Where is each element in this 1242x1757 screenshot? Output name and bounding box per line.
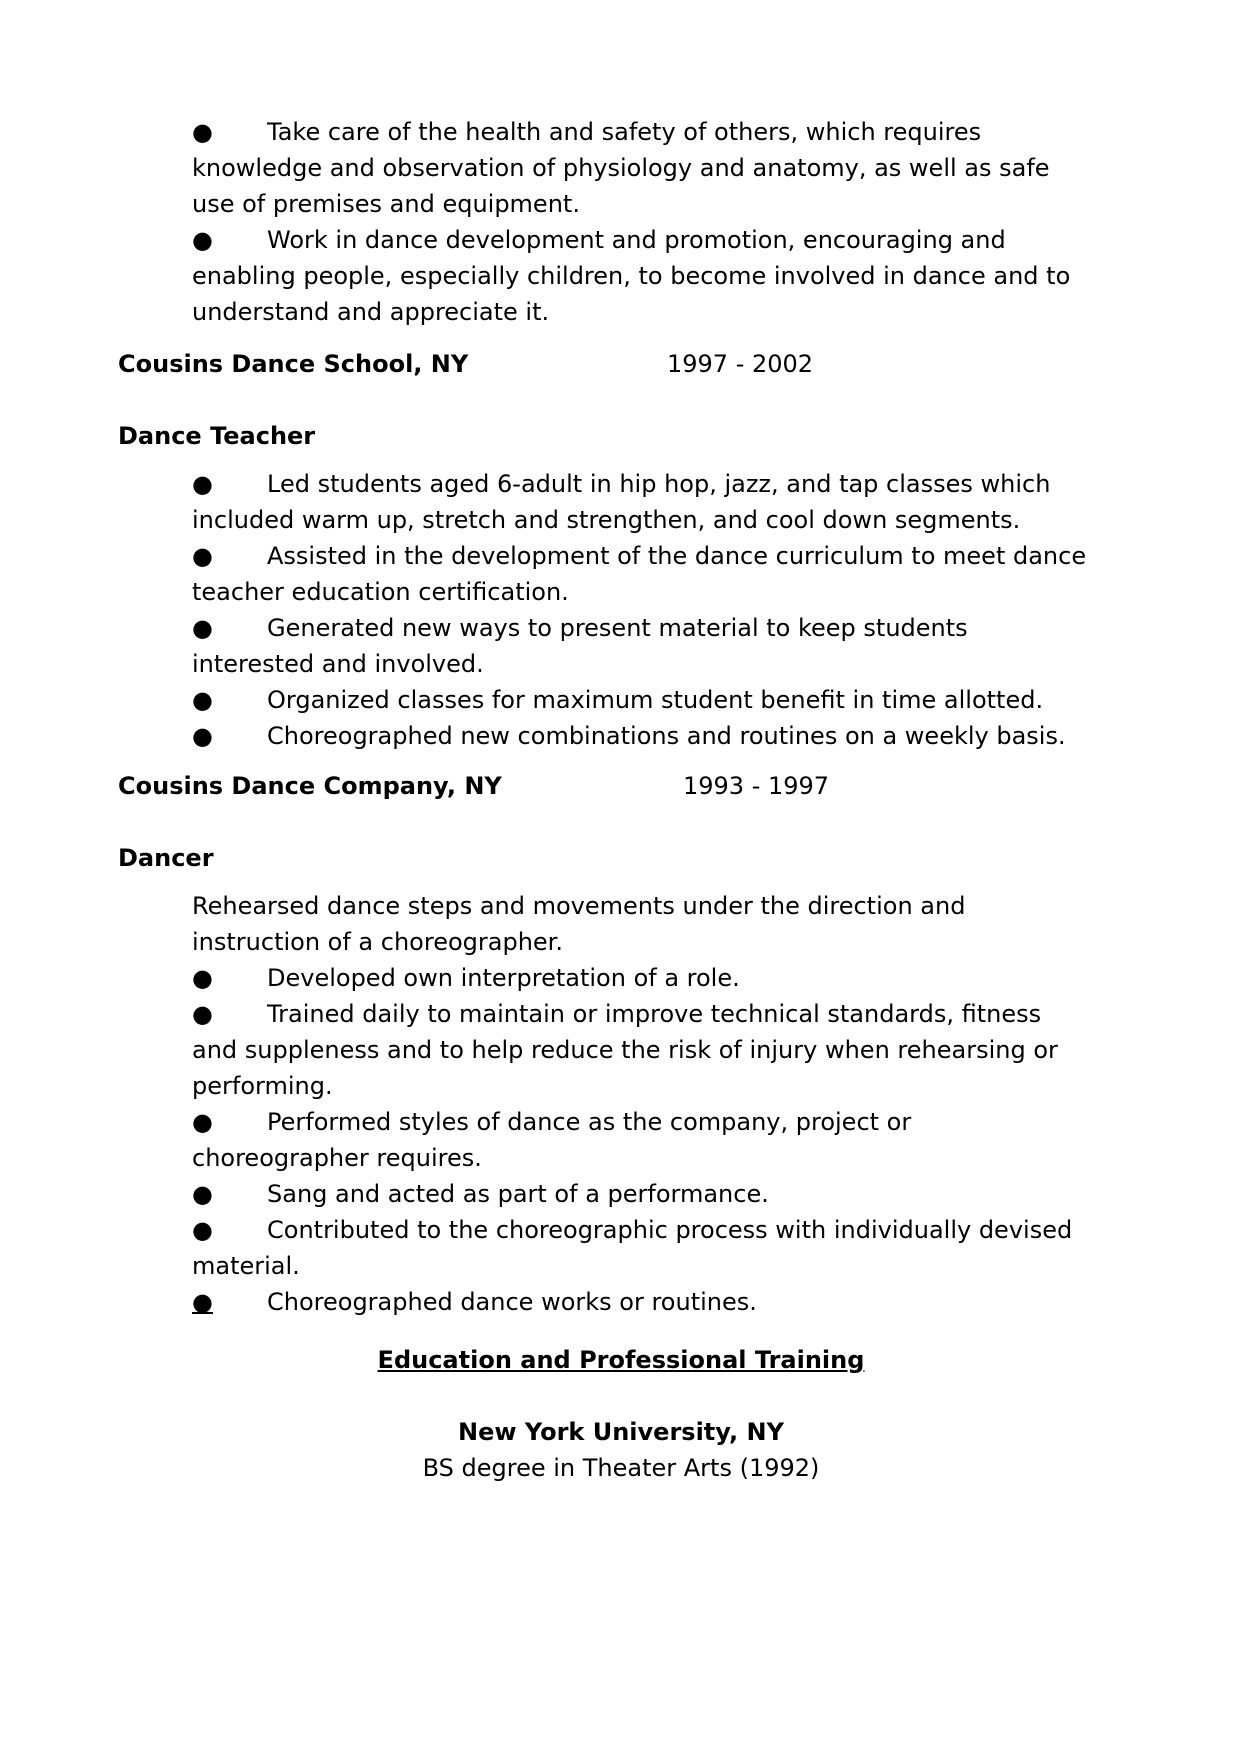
employment-dates: 1997 - 2002 (667, 350, 814, 378)
bullet-icon: ● (192, 686, 213, 714)
bullet-icon: ● (192, 614, 213, 642)
bullet-text: performing. (192, 1072, 333, 1100)
degree-text: BS degree in Theater Arts (1992) (422, 1454, 820, 1482)
employer-name: Cousins Dance Company, NY (118, 772, 502, 800)
bullet-text: and suppleness and to help reduce the risk of injury when rehearsing or (192, 1036, 1058, 1064)
list-item (192, 222, 1152, 330)
bullet-icon: ● (192, 1288, 213, 1316)
employer-name: Cousins Dance School, NY (118, 350, 469, 378)
employment-dates: 1993 - 1997 (683, 772, 830, 800)
job1-bullet-list (192, 466, 1152, 754)
bullet-icon: ● (192, 542, 213, 570)
bullet-text: Sang and acted as part of a performance. (267, 1180, 769, 1208)
list-item (192, 1176, 1152, 1212)
bullet-text: Choreographed new combinations and routines on a weekly basis. (267, 722, 1066, 750)
job-title: Dancer (118, 844, 214, 872)
bullet-icon: ● (192, 722, 213, 750)
bullet-text: Organized classes for maximum student benefit in time allotted. (267, 686, 1044, 714)
section-title-education: Education and Professional Training (377, 1346, 865, 1374)
bullet-text: included warm up, stretch and strengthen, and cool down segments. (192, 506, 1021, 534)
list-item (192, 466, 1152, 538)
job2-bullet-list (192, 888, 1152, 1320)
list-item (192, 114, 1152, 222)
bullet-text: knowledge and observation of physiology and anatomy, as well as safe (192, 154, 1050, 182)
duty-text: instruction of a choreographer. (192, 928, 563, 956)
job-title: Dance Teacher (118, 422, 316, 450)
list-item (192, 538, 1152, 610)
bullet-icon: ● (192, 1180, 213, 1208)
bullet-icon: ● (192, 470, 213, 498)
bullet-text: understand and appreciate it. (192, 298, 550, 326)
bullet-text: Contributed to the choreographic process with individually devised (267, 1216, 1073, 1244)
bullet-icon: ● (192, 964, 213, 992)
bullet-text: Take care of the health and safety of others, which requires (267, 118, 982, 146)
bullet-text: Generated new ways to present material to keep students (267, 614, 968, 642)
bullet-text: material. (192, 1252, 300, 1280)
list-item (192, 1284, 1152, 1320)
duty-text: Rehearsed dance steps and movements under the direction and (192, 892, 966, 920)
list-item (192, 1212, 1152, 1284)
list-item (192, 718, 1152, 754)
bullet-text: choreographer requires. (192, 1144, 482, 1172)
bullet-text: interested and involved. (192, 650, 484, 678)
bullet-icon: ● (192, 1216, 213, 1244)
bullet-text: Work in dance development and promotion, encouraging and (267, 226, 1006, 254)
bullet-icon: ● (192, 118, 213, 146)
bullet-icon: ● (192, 1000, 213, 1028)
list-item (192, 960, 1152, 996)
list-item (192, 682, 1152, 718)
intro-bullet-list (192, 114, 1152, 330)
bullet-text: use of premises and equipment. (192, 190, 580, 218)
bullet-text: enabling people, especially children, to become involved in dance and to (192, 262, 1071, 290)
bullet-text: Trained daily to maintain or improve technical standards, fitness (267, 1000, 1042, 1028)
bullet-icon: ● (192, 226, 213, 254)
list-item (192, 610, 1152, 682)
school-name: New York University, NY (458, 1418, 784, 1446)
list-item (192, 1104, 1152, 1176)
bullet-text: Choreographed dance works or routines. (267, 1288, 757, 1316)
list-item (192, 996, 1152, 1104)
bullet-text: Performed styles of dance as the company, project or (267, 1108, 912, 1136)
bullet-icon: ● (192, 1108, 213, 1136)
bullet-text: Assisted in the development of the dance curriculum to meet dance (267, 542, 1087, 570)
bullet-text: Led students aged 6-adult in hip hop, jazz, and tap classes which (267, 470, 1051, 498)
bullet-text: Developed own interpretation of a role. (267, 964, 740, 992)
bullet-text: teacher education certification. (192, 578, 569, 606)
